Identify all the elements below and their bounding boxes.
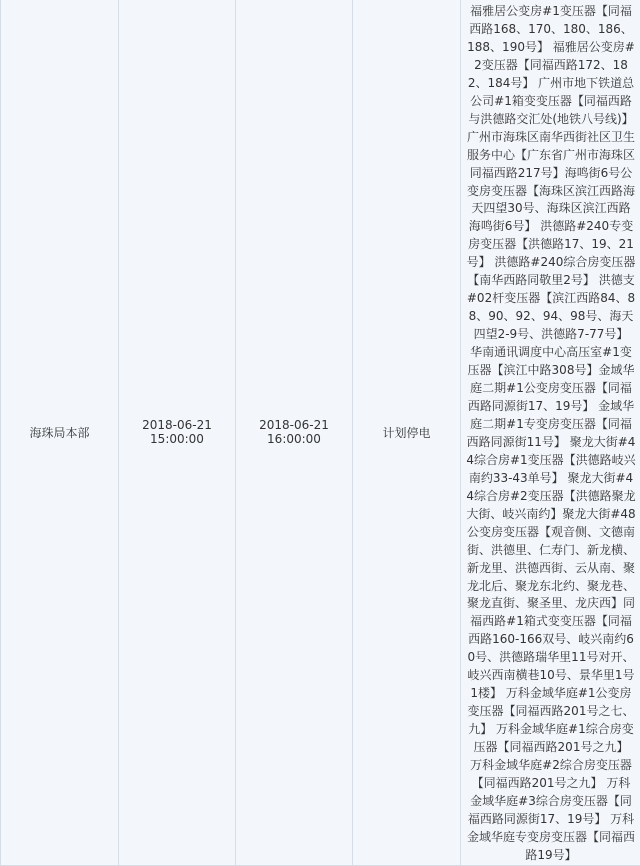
area-cell: 海珠局本部	[1, 0, 119, 865]
end-time-cell: 2018-06-21 16:00:00	[236, 0, 353, 865]
start-time-cell: 2018-06-21 15:00:00	[119, 0, 236, 865]
table-row	[1, 0, 640, 865]
affected-scope-text: 福雅居公变房#1变压器【同福西路168、170、180、186、188、190号】 福雅居公变房#2变压器【同福西路172、182、184号】 广州市地下铁道总公司#1箱变变压器【同福西路与洪德路交汇处(地铁八号线)】 广州市海珠区南华西街社区卫生服务中心【广东省广州市海珠区同福西路217号】海鸣街6号公变房变压器【海珠区滨江西路海天四望30号、海珠区滨江西路海鸣街6号】 洪德路#240专变房变压器【洪德路17、19、21号】 洪德路#240综合房变压器【南华西路同敬里2号】 洪德支#02杆变压器【滨江西路84、88、90、92、94、98号、海天四望2-9号、洪德路7-77号】 华南通讯调度中心高压室#1变压器【滨江中路308号】金域华庭二期#1公变房变压器【同福西路同源街17、19号】 金域华庭二期#1专变房变压器【同福西路同源街11号】 聚龙大街#44综合房#1变压器【洪德路岐兴南约33-43单号】 聚龙大街#44综合房#2变压器【洪德路聚龙大街、岐兴南约】聚龙大街#48公变房变压器【观音侧、文德南街、洪德里、仁寿门、新龙横、新龙里、洪德西街、云从南、聚龙北后、聚龙东北约、聚龙巷、聚龙直街、聚圣里、龙庆西】同福西路#1箱式变变压器【同福西路160-166双号、岐兴南约60号、洪德路瑞华里11号对开、岐兴西南横巷10号、景华里1号1楼】 万科金域华庭#1公变房变压器【同福西路201号之七、九】 万科金域华庭#1综合房变压器【同福西路201号之九】 万科金域华庭#2综合房变压器【同福西路201号之九】 万科金域华庭#3综合房变压器【同福西路同源街17、19号】 万科金域华庭专变房变压器【同福西路19号】	[461, 0, 640, 865]
outage-type-cell: 计划停电	[353, 0, 461, 865]
scope-cell	[461, 0, 640, 865]
